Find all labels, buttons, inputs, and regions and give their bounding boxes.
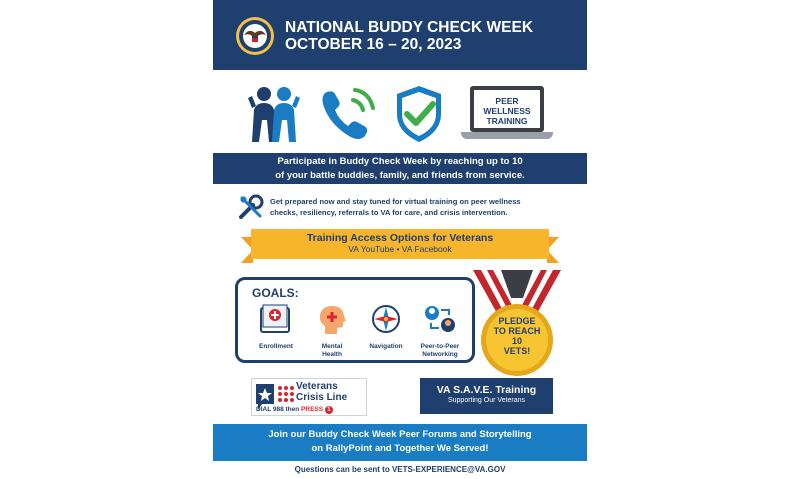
veterans-crisis-line-logo xyxy=(251,378,367,416)
goal-enrollment xyxy=(250,304,302,351)
forums-line1: Join our Buddy Check Week Peer Forums and Storytelling xyxy=(268,429,532,440)
medal-line1: PLEDGE xyxy=(498,316,536,326)
crisis-line-text xyxy=(296,381,366,403)
goal-navigation-line1: Navigation xyxy=(369,343,403,350)
goal-mental-health xyxy=(306,304,358,359)
goal-peer-networking-line1: Peer-to-Peer xyxy=(420,343,460,350)
participate-line2: of your battle buddies, family, and friends from service. xyxy=(275,170,525,181)
dial-text: DIAL 988 then xyxy=(256,406,300,413)
prepare-line1: Get prepared now and stay tuned for virtual training on peer wellness xyxy=(270,197,521,206)
goal-peer-networking-label xyxy=(414,343,466,359)
crisis-line-line2: Crisis Line xyxy=(296,392,348,403)
goal-peer-networking-line2: Networking xyxy=(422,351,458,358)
medal-text xyxy=(487,316,547,356)
phone-icon xyxy=(319,86,377,142)
prepare-section xyxy=(238,194,578,224)
buddies-icon xyxy=(246,84,302,144)
medal-line3: 10 xyxy=(511,336,522,346)
medal-line4: VETS! xyxy=(503,346,531,356)
pledge-medal xyxy=(467,268,567,378)
header-banner xyxy=(213,0,587,70)
ribbon-subtitle: VA YouTube • VA Facebook xyxy=(348,244,452,254)
tools-icon xyxy=(238,194,264,220)
goal-mental-health-line1: Mental xyxy=(321,343,343,350)
compass-icon xyxy=(371,304,401,334)
save-title: VA S.A.V.E. Training xyxy=(436,384,537,396)
goals-panel xyxy=(235,277,475,363)
goal-mental-health-line2: Health xyxy=(322,351,342,358)
prepare-text xyxy=(270,196,570,218)
laptop-base xyxy=(461,132,553,139)
va-save-training-badge xyxy=(420,378,553,414)
network-icon xyxy=(423,304,457,334)
goals-label: GOALS: xyxy=(252,286,299,300)
goal-navigation xyxy=(360,304,412,351)
title-line2: OCTOBER 16 – 20, 2023 xyxy=(285,36,462,53)
crisis-line-dial xyxy=(256,406,333,414)
participate-band xyxy=(213,153,587,184)
head-icon xyxy=(317,304,347,334)
press-number-badge: 1 xyxy=(325,406,333,414)
medal-line2: TO REACH xyxy=(493,326,541,336)
shield-check-icon xyxy=(393,84,445,144)
prepare-line2: checks, resiliency, referrals to VA for care, and crisis intervention. xyxy=(270,208,508,217)
ribbon-title: Training Access Options for Veterans xyxy=(306,232,494,244)
goal-navigation-label xyxy=(360,343,412,351)
page-title xyxy=(285,19,533,53)
forums-band xyxy=(213,424,587,461)
crisis-line-line1: Veterans xyxy=(296,381,338,392)
forums-line2: on RallyPoint and Together We Served! xyxy=(311,443,489,454)
clipboard-icon xyxy=(259,304,293,334)
laptop-icon xyxy=(470,86,544,132)
goal-enrollment-line1: Enrollment xyxy=(259,343,293,350)
title-line1: NATIONAL BUDDY CHECK WEEK xyxy=(285,19,534,36)
goal-mental-health-label xyxy=(306,343,358,359)
training-access-ribbon xyxy=(241,229,559,263)
laptop-caption xyxy=(474,96,540,126)
va-seal-icon xyxy=(235,16,275,56)
laptop-line2: WELLNESS xyxy=(483,106,531,116)
laptop-line1: PEER xyxy=(495,96,519,106)
questions-contact: Questions can be sent to VETS-EXPERIENCE@VA.GOV xyxy=(294,465,506,474)
laptop-line3: TRAINING xyxy=(486,116,528,126)
goal-peer-networking xyxy=(414,304,466,359)
participate-line1: Participate in Buddy Check Week by reaching up to 10 xyxy=(277,156,523,167)
buddy-check-poster xyxy=(213,0,587,479)
save-subtitle: Supporting Our Veterans xyxy=(447,397,526,404)
goal-enrollment-label xyxy=(250,343,302,351)
press-text: PRESS xyxy=(301,406,324,413)
ribbon-body xyxy=(251,229,549,259)
